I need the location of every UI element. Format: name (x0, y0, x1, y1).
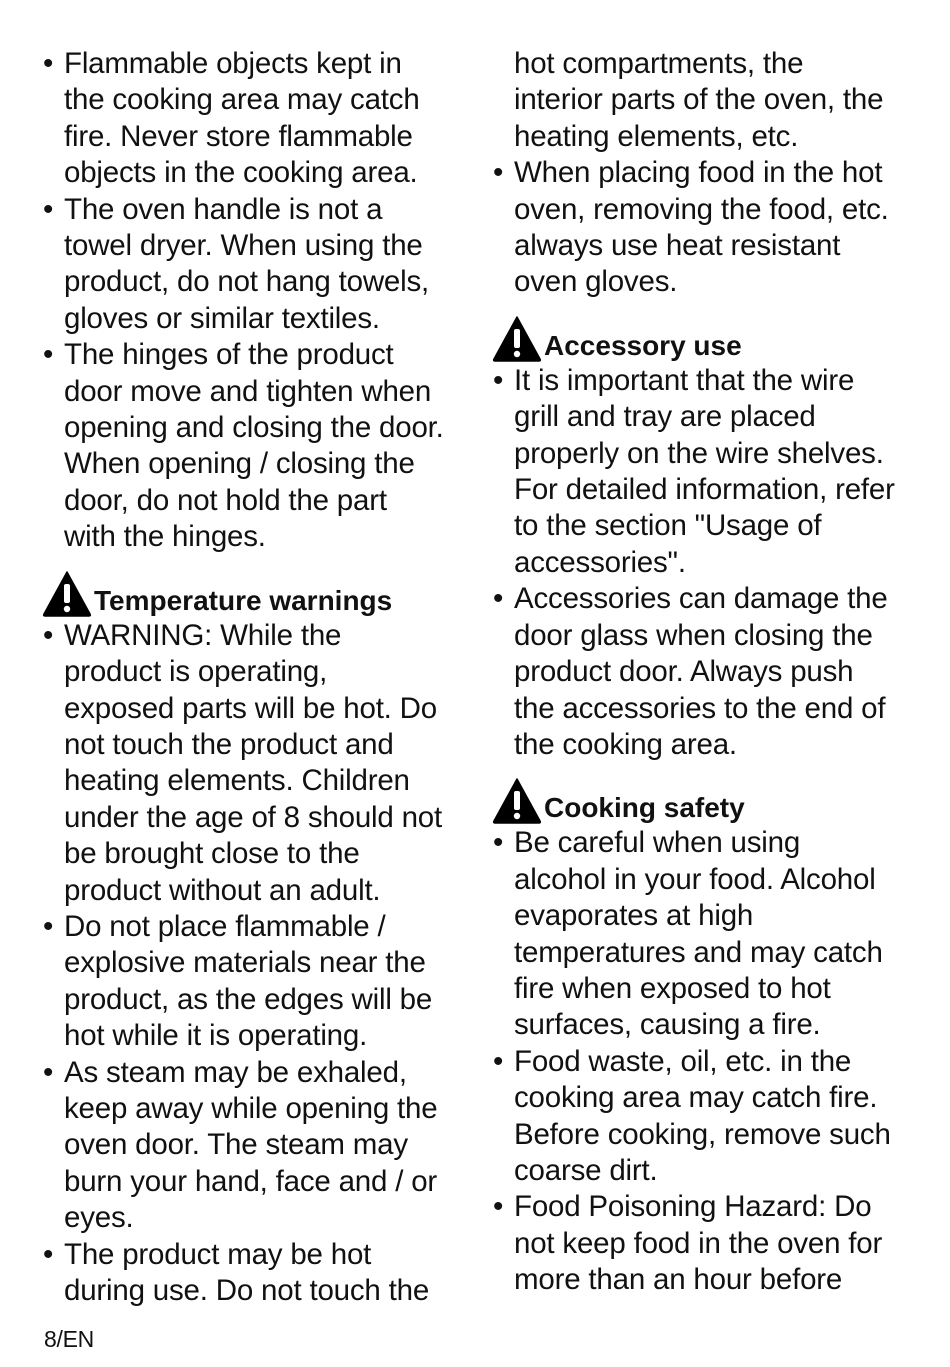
list-item: • When placing food in the hot oven, removing the food, etc. always use heat resistant oven gloves. (492, 155, 912, 301)
accessory-list (492, 363, 912, 763)
list-item: • As steam may be exhaled, keep away while opening the oven door. The steam may burn your hand, face and / or eyes. (42, 1055, 474, 1237)
list-item: • Food waste, oil, etc. in the cooking area may catch fire. Before cooking, remove such coarse dirt. (492, 1044, 912, 1190)
warning-triangle-icon (492, 315, 542, 363)
heading-text: Temperature warnings (94, 584, 393, 616)
gloves-list (492, 155, 912, 301)
cooking-list (492, 825, 912, 1298)
heading-text: Accessory use (544, 329, 742, 361)
list-item: • It is important that the wire grill and tray are placed properly on the wire shelves. For detailed information, refer to the section "Usage of accessories". (492, 363, 912, 581)
list-item: • Do not place flammable / explosive materials near the product, as the edges will be hot while it is operating. (42, 909, 474, 1055)
warning-text: While the product is operating, exposed parts will be hot. Do not touch the product and heating elements. Children under the age of 8 should not be brought close to the product without an adult. (64, 618, 443, 907)
warning-triangle-icon (42, 570, 92, 618)
intro-list (42, 46, 474, 556)
page-number: 8/EN (44, 1326, 94, 1352)
warning-triangle-icon (492, 777, 542, 825)
list-item: • Flammable objects kept in the cooking area may catch fire. Never store flammable objects in the cooking area. (42, 46, 474, 192)
list-item: • Food Poisoning Hazard: Do not keep food in the oven for more than an hour before (492, 1189, 912, 1298)
warning-item (42, 618, 474, 909)
section-heading-accessory (492, 311, 912, 363)
section-heading-cooking (492, 773, 912, 825)
temperature-list (42, 618, 474, 1310)
section-heading-temperature (42, 566, 474, 618)
warning-label: WARNING: (64, 618, 213, 652)
list-item: • Be careful when using alcohol in your food. Alcohol evaporates at high temperatures and may catch fire when exposed to hot surfaces, causing a fire. (492, 825, 912, 1043)
list-item: • The product may be hot during use. Do not touch the (42, 1237, 474, 1310)
list-item: • Accessories can damage the door glass when closing the product door. Always push the accessories to the end of the cooking area. (492, 581, 912, 763)
right-column (492, 46, 912, 1299)
continued-text: hot compartments, the interior parts of the oven, the heating elements, etc. (514, 47, 884, 153)
heading-text: Cooking safety (544, 792, 745, 824)
list-item: • The hinges of the product door move and tighten when opening and closing the door. When opening / closing the door, do not hold the part with the hinges. (42, 337, 474, 555)
list-item: • The oven handle is not a towel dryer. When using the product, do not hang towels, gloves or similar textiles. (42, 192, 474, 338)
left-column (42, 46, 474, 1309)
